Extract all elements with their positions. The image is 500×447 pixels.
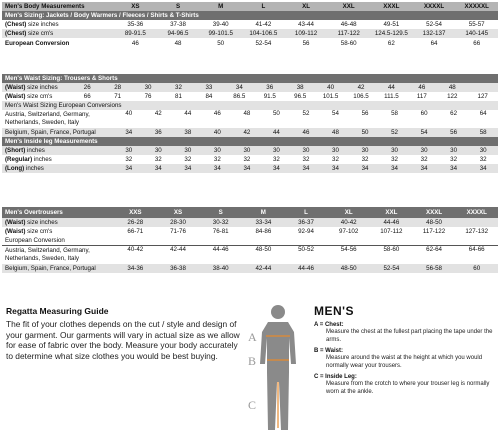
row-label-bold: (Waist) <box>5 219 26 226</box>
table-cell: 48-50 <box>255 246 272 253</box>
size-header: XXXL <box>425 209 443 216</box>
table-cell: 30 <box>272 147 280 154</box>
table-cell: 34 <box>125 165 133 172</box>
table-cell: 62 <box>450 110 458 117</box>
size-header: L <box>304 209 308 216</box>
table-cell: 26 <box>83 84 91 91</box>
table-cell: 117-122 <box>422 228 446 235</box>
table-cell: 32 <box>302 156 310 163</box>
size-header: S <box>175 3 181 10</box>
legend-desc: Measure around the waist at the height at which you would normally wear your trousers. <box>326 355 483 369</box>
table-cell: 48 <box>174 40 182 47</box>
size-header: M <box>260 209 266 216</box>
table-cell: 42 <box>243 129 251 136</box>
table-row <box>2 38 498 49</box>
table-cell: 48 <box>332 129 339 136</box>
size-header: XXL <box>385 209 398 216</box>
table-cell: 32 <box>125 156 133 163</box>
table-cell: 38 <box>296 84 304 91</box>
row-label-bold: (Chest) <box>5 21 27 28</box>
row-label: size inches <box>26 21 59 28</box>
table-cell: 50 <box>272 110 280 117</box>
row-label: inches <box>25 147 45 154</box>
table-cell: 52-54 <box>383 265 400 272</box>
table-cell: 34 <box>213 165 221 172</box>
table-cell: 84-86 <box>255 228 272 235</box>
table-cell: 38-40 <box>212 265 229 272</box>
table-header-row <box>2 2 498 11</box>
table-cell: 32 <box>175 84 182 91</box>
table-cell: 109-112 <box>294 30 318 37</box>
table-cell: 30 <box>154 147 162 154</box>
legend-key: C = Inside Leg: <box>314 374 357 380</box>
size-header: XXXXL <box>466 209 487 216</box>
table-cell: 36-37 <box>298 219 314 226</box>
table-cell: 44-46 <box>298 265 314 272</box>
table-cell: 49-51 <box>383 21 400 28</box>
table-cell: 34 <box>125 129 133 136</box>
table-cell: 36 <box>154 129 162 136</box>
size-header: XXS <box>129 209 142 216</box>
table-cell: 50 <box>217 40 225 47</box>
waist-sizing-table <box>2 74 498 173</box>
size-header: XL <box>344 209 353 216</box>
table-cell: 42 <box>154 110 162 117</box>
size-header: XXXL <box>383 3 400 10</box>
table-row <box>2 83 498 92</box>
table-cell: 46 <box>213 110 221 117</box>
table-cell: 58 <box>391 110 398 117</box>
table-cell: 34 <box>154 165 162 172</box>
table-cell: 94-96.5 <box>167 30 189 37</box>
table-cell: 52-54 <box>426 21 442 28</box>
table-cell: 42 <box>357 84 365 91</box>
table-cell: 44 <box>387 84 395 91</box>
table-cell: 89-91.5 <box>124 30 146 37</box>
table-cell: 32 <box>243 156 251 163</box>
table-cell: 99-101.5 <box>208 30 233 37</box>
table-cell: 46-48 <box>340 21 357 28</box>
table-cell: 43-44 <box>298 21 314 28</box>
table-cell: 96.5 <box>294 93 307 100</box>
table-cell: 40-42 <box>127 246 144 253</box>
table-cell: 34 <box>361 165 369 172</box>
table-cell: 62 <box>387 40 395 47</box>
table-cell: 34 <box>184 165 192 172</box>
table-cell: 28 <box>114 84 122 91</box>
label-b: B <box>248 354 257 368</box>
body-figure <box>244 302 304 442</box>
row-label-bold: (Regular) <box>5 156 33 163</box>
row-label-bold: (Waist) <box>5 228 26 235</box>
table-cell: 140-145 <box>465 30 489 37</box>
table-cell: 32 <box>213 156 221 163</box>
table-row <box>2 264 498 273</box>
guide-title: Regatta Measuring Guide <box>6 306 109 316</box>
table-cell: 76-81 <box>212 228 229 235</box>
table-cell: 32 <box>272 156 280 163</box>
size-header: XS <box>173 209 183 216</box>
table-cell: 127-132 <box>465 228 489 235</box>
table-cell: 34 <box>302 165 310 172</box>
row-label: Belgium, Spain, France, Portugal <box>5 129 96 136</box>
section-title: Men's Overtrousers <box>5 209 63 216</box>
row-label-bold: (Waist) <box>5 84 26 91</box>
size-header: XXXXXL <box>464 3 489 10</box>
table-cell: 52-54 <box>255 40 272 47</box>
table-cell: 48 <box>448 84 456 91</box>
table-cell: 30 <box>450 147 458 154</box>
table-row <box>2 146 498 155</box>
table-cell: 127 <box>477 93 488 100</box>
legend-key: A = Chest: <box>314 322 344 328</box>
table-row <box>2 164 498 173</box>
table-cell: 39-40 <box>212 21 229 28</box>
legend-key: B = Waist: <box>314 348 343 354</box>
table-cell: 106.5 <box>353 93 369 100</box>
size-header: XXXXL <box>423 3 445 10</box>
table-cell: 32 <box>332 156 339 163</box>
section-title: Men's Waist Sizing: Trousers & Shorts <box>5 75 118 82</box>
table-cell: 34 <box>391 165 398 172</box>
section-header <box>2 137 498 146</box>
size-header: XS <box>131 3 140 10</box>
table-cell: 34 <box>450 165 458 172</box>
table-cell: 34 <box>272 165 280 172</box>
table-cell: 66 <box>83 93 91 100</box>
table-cell: 34 <box>243 165 251 172</box>
table-cell: 42-44 <box>255 265 272 272</box>
table-cell: 42-44 <box>170 246 186 253</box>
table-cell: 64 <box>430 40 438 47</box>
table-cell: 32 <box>154 156 162 163</box>
table-row <box>2 246 498 264</box>
table-cell: 101.5 <box>322 93 339 100</box>
table-cell: 54 <box>420 129 428 136</box>
table-cell: 40-42 <box>340 219 357 226</box>
table-cell: 66 <box>473 40 481 47</box>
table-cell: 36-38 <box>170 265 186 272</box>
table-cell: 86.5 <box>233 93 246 100</box>
size-header: S <box>218 209 223 216</box>
table-cell: 46 <box>302 129 310 136</box>
mens-title: MEN'S <box>314 304 355 318</box>
table-cell: 40 <box>125 110 133 117</box>
section-title: Men's Sizing: Jackets / Body Warmers / Fleeces / Shirts & T-Shirts <box>5 12 199 19</box>
table-cell: 48-50 <box>340 265 357 272</box>
label-c: C <box>248 398 257 412</box>
size-header: L <box>261 3 266 10</box>
table-cell: 30 <box>125 147 133 154</box>
section-header <box>2 11 498 20</box>
table-row <box>2 227 498 236</box>
table-cell: 54-56 <box>340 246 357 253</box>
table-cell: 64 <box>479 110 487 117</box>
table-cell: 48-50 <box>426 219 442 226</box>
table-cell: 52 <box>391 129 398 136</box>
table-cell: 30 <box>184 147 192 154</box>
table-row <box>2 92 498 101</box>
table-cell: 40 <box>327 84 335 91</box>
table-cell: 56-58 <box>426 265 442 272</box>
row-label: European Conversion <box>5 237 65 244</box>
overtrousers-table <box>2 207 498 273</box>
table-cell: 30 <box>479 147 487 154</box>
table-cell: 111.5 <box>384 93 399 100</box>
table-cell: 76 <box>144 93 152 100</box>
table-cell: 35-36 <box>127 21 144 28</box>
table-cell: 52 <box>302 110 310 117</box>
table-cell: 71 <box>114 93 122 100</box>
row-label: size inches <box>25 219 58 226</box>
legend-desc: Measure from the crotch to where your trouser leg is normally worn at the ankle. <box>326 381 490 395</box>
size-header: M <box>218 3 224 10</box>
table-cell: 44-46 <box>383 219 400 226</box>
row-label: size cm's <box>25 228 53 235</box>
row-label-bold: (Long) <box>5 165 25 172</box>
table-cell: 34-36 <box>127 265 144 272</box>
table-cell: 30 <box>332 147 339 154</box>
label-a: A <box>248 330 257 344</box>
table-cell: 30 <box>391 147 398 154</box>
size-header: XL <box>302 3 310 10</box>
table-cell: 50-52 <box>298 246 314 253</box>
table-cell: 107-112 <box>380 228 403 235</box>
section-header <box>2 74 498 83</box>
table-cell: 84 <box>205 93 213 100</box>
table-cell: 55-57 <box>468 21 485 28</box>
table-cell: 56 <box>450 129 458 136</box>
table-cell: 62-64 <box>426 246 442 253</box>
table-cell: 37-38 <box>170 21 186 28</box>
table-cell: 46 <box>418 84 426 91</box>
table-cell: 104-106.5 <box>249 30 278 37</box>
table-cell: 60 <box>473 265 481 272</box>
table-cell: 60 <box>420 110 428 117</box>
table-cell: 38 <box>184 129 192 136</box>
table-cell: 48 <box>243 110 251 117</box>
table-cell: 71-76 <box>170 228 186 235</box>
table-cell: 34 <box>479 165 487 172</box>
table-cell: 32 <box>361 156 369 163</box>
table-cell: 32 <box>184 156 192 163</box>
table-cell: 36 <box>266 84 274 91</box>
table-cell: 34 <box>235 84 243 91</box>
row-label-bold: (Chest) <box>5 30 27 37</box>
table-cell: 58 <box>479 129 487 136</box>
table-cell: 30 <box>144 84 152 91</box>
table-cell: 58-60 <box>340 40 357 47</box>
table-cell: 44 <box>184 110 192 117</box>
table-cell: 58-60 <box>383 246 400 253</box>
table-cell: 117 <box>416 93 427 100</box>
table-cell: 34 <box>420 165 428 172</box>
row-label-bold: European Conversion <box>5 40 70 47</box>
table-row <box>2 20 498 29</box>
man-silhouette-icon <box>244 302 304 442</box>
table-title: Men's Body Measurements <box>5 3 85 10</box>
table-cell: 32 <box>391 156 398 163</box>
table-cell: 92-94 <box>298 228 314 235</box>
table-row <box>2 155 498 164</box>
table-cell: 30 <box>243 147 251 154</box>
table-cell: 132-137 <box>422 30 446 37</box>
table-row <box>2 29 498 38</box>
row-label: Men's Waist Sizing European Conversions <box>5 102 122 109</box>
row-label: size cm's <box>26 30 54 37</box>
table-cell: 54 <box>332 110 339 117</box>
table-cell: 44 <box>272 129 280 136</box>
table-cell: 33-34 <box>255 219 272 226</box>
row-label: Belgium, Spain, France, Portugal <box>5 265 96 272</box>
table-cell: 33 <box>205 84 213 91</box>
table-cell: 124.5-129.5 <box>374 30 408 37</box>
row-label: size cm's <box>25 93 53 100</box>
row-label: Austria, Switzerland, Germany, Netherlands, Sweden, Italy <box>5 111 90 126</box>
table-cell: 97-102 <box>339 228 359 235</box>
table-cell: 30 <box>302 147 310 154</box>
table-cell: 91.5 <box>263 93 276 100</box>
row-label-bold: (Short) <box>5 147 26 154</box>
table-cell: 40 <box>213 129 221 136</box>
table-cell: 30 <box>361 147 369 154</box>
table-row <box>2 128 498 137</box>
table-cell: 122 <box>447 93 458 100</box>
row-label-bold: (Waist) <box>5 93 26 100</box>
table-row <box>2 218 498 227</box>
mens-legend <box>314 304 498 400</box>
table-row <box>2 110 498 128</box>
table-cell: 56 <box>361 110 369 117</box>
table-cell: 32 <box>479 156 487 163</box>
table-cell: 117-122 <box>337 30 360 37</box>
row-label: inches <box>24 165 44 172</box>
table-cell: 50 <box>361 129 369 136</box>
table-cell: 41-42 <box>255 21 272 28</box>
table-row <box>2 101 498 110</box>
table-cell: 30-32 <box>212 219 229 226</box>
table-cell: 28-30 <box>170 219 186 226</box>
row-label: inches <box>32 156 52 163</box>
table-cell: 32 <box>450 156 458 163</box>
table-cell: 66-71 <box>127 228 144 235</box>
guide-text: The fit of your clothes depends on the cut / style and design of your garment. Our garments will vary in actual size as we allow for ease of fabric over the body. Measure your body accurately to determine what size clothes you would be best buying. <box>6 319 240 361</box>
table-row <box>2 236 498 245</box>
table-cell: 30 <box>213 147 221 154</box>
table-cell: 30 <box>420 147 428 154</box>
table-cell: 64-66 <box>468 246 485 253</box>
table-cell: 56 <box>302 40 310 47</box>
section-header <box>2 207 498 218</box>
table-cell: 44-46 <box>212 246 229 253</box>
section-title: Men's Inside leg Measurements <box>5 138 98 145</box>
legend-desc: Measure the chest at the fullest part placing the tape under the arms. <box>326 329 493 343</box>
size-header: XXL <box>342 3 355 10</box>
row-label: size inches <box>25 84 58 91</box>
table-cell: 32 <box>420 156 428 163</box>
table-cell: 34 <box>332 165 339 172</box>
table-cell: 46 <box>131 40 139 47</box>
row-label: Austria, Switzerland, Germany, Netherlands, Sweden, Italy <box>5 247 90 262</box>
table-cell: 81 <box>175 93 182 100</box>
table-cell: 26-28 <box>127 219 144 226</box>
body-measurements-table <box>2 2 498 49</box>
